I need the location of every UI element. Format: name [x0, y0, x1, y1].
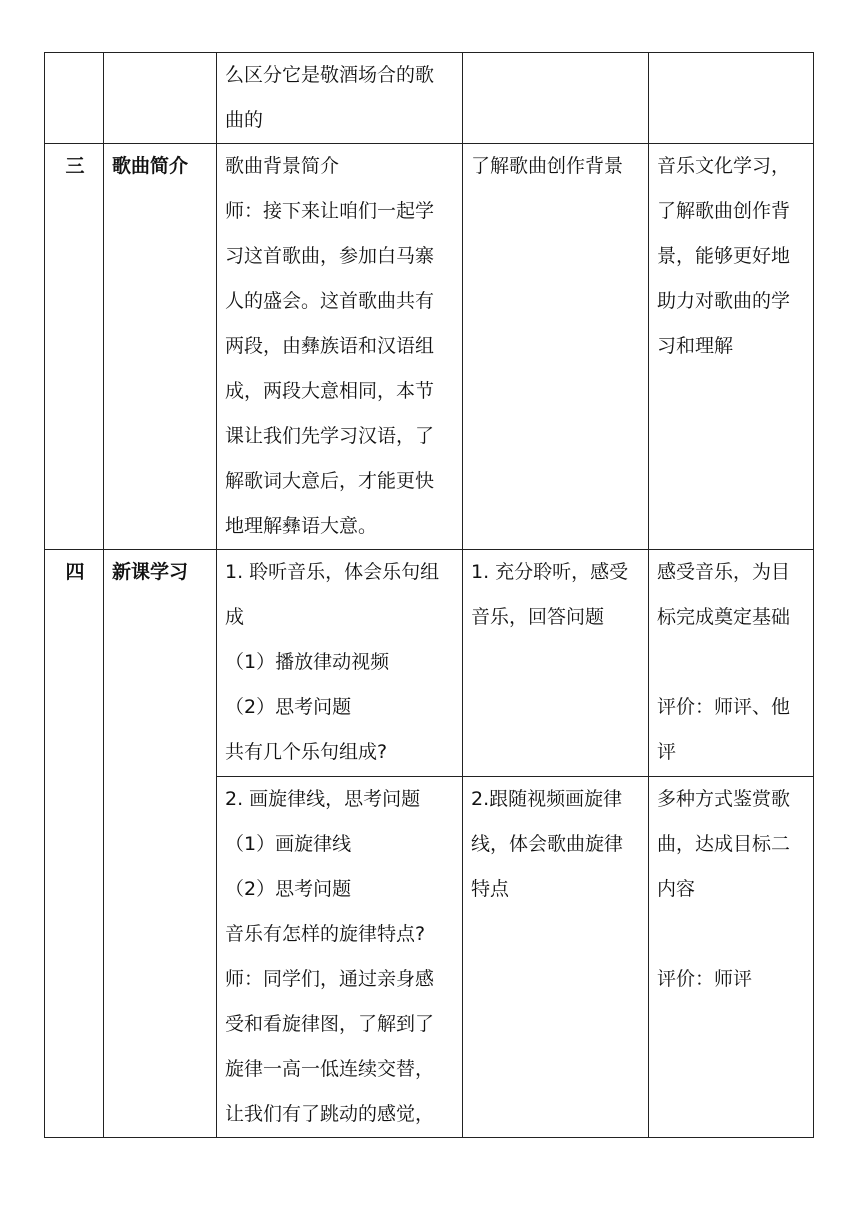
student-activity-cell [463, 144, 649, 550]
process-line: 么区分它是敬酒场合的歌 [225, 64, 435, 86]
intent-line: 内容 [657, 878, 696, 900]
process-line: 1. 聆听音乐，体会乐句组 [225, 561, 440, 583]
student-activity-line: 线，体会歌曲旋律 [471, 833, 624, 855]
process-line: 课让我们先学习汉语，了 [225, 425, 435, 447]
spacer [657, 912, 807, 957]
process-line: 成 [225, 606, 245, 628]
table-row-song-intro [45, 144, 814, 550]
stage-title: 歌曲简介 [104, 144, 217, 550]
process-line: 旋律一高一低连续交替， [225, 1058, 435, 1080]
process-line: 让我们有了跳动的感觉， [225, 1103, 435, 1125]
stage-cell [104, 53, 217, 144]
process-line: （2）思考问题 [225, 878, 352, 900]
student-activity-cell [463, 777, 649, 1138]
teaching-process-cell [217, 777, 463, 1138]
student-activity-line: 2.跟随视频画旋律 [471, 788, 623, 810]
student-activity-line: 特点 [471, 878, 510, 900]
process-line: （2）思考问题 [225, 696, 352, 718]
process-line: 受和看旋律图，了解到了 [225, 1013, 435, 1035]
evaluation-line: 评 [657, 741, 677, 763]
table-row-continuation [45, 53, 814, 144]
teaching-process-cell [217, 53, 463, 144]
stage-title: 新课学习 [104, 550, 217, 1138]
table-row-new-lesson-a [45, 550, 814, 777]
intent-line: 习和理解 [657, 335, 734, 357]
process-line: （1）播放律动视频 [225, 651, 390, 673]
student-activity-cell [463, 550, 649, 777]
intent-line: 感受音乐，为目 [657, 561, 791, 583]
process-line: 2. 画旋律线，思考问题 [225, 788, 421, 810]
process-line: 师：接下来让咱们一起学 [225, 200, 435, 222]
process-line: 人的盛会。这首歌曲共有 [225, 290, 435, 312]
process-line: 两段，由彝族语和汉语组 [225, 335, 435, 357]
process-line: 师：同学们，通过亲身感 [225, 968, 435, 990]
design-intent-cell [649, 144, 814, 550]
evaluation-line: 评价：师评 [657, 968, 753, 990]
process-line: 音乐有怎样的旋律特点? [225, 923, 426, 945]
process-line: 地理解彝语大意。 [225, 515, 378, 537]
process-line: 解歌词大意后，才能更快 [225, 470, 435, 492]
evaluation-line: 评价：师评、他 [657, 696, 791, 718]
process-line: 歌曲背景简介 [225, 155, 340, 177]
student-activity-cell [463, 53, 649, 144]
step-number: 三 [45, 144, 104, 550]
intent-line: 标完成奠定基础 [657, 606, 791, 628]
step-number: 四 [45, 550, 104, 1138]
teaching-process-cell [217, 550, 463, 777]
intent-line: 音乐文化学习， [657, 155, 791, 177]
process-line: （1）画旋律线 [225, 833, 352, 855]
step-number-cell [45, 53, 104, 144]
process-line: 习这首歌曲，参加白马寨 [225, 245, 435, 267]
design-intent-cell [649, 53, 814, 144]
design-intent-cell [649, 550, 814, 777]
intent-line: 助力对歌曲的学 [657, 290, 791, 312]
teaching-process-cell [217, 144, 463, 550]
student-activity-line: 了解歌曲创作背景 [471, 155, 624, 177]
student-activity-line: 音乐，回答问题 [471, 606, 605, 628]
intent-line: 景，能够更好地 [657, 245, 791, 267]
intent-line: 了解歌曲创作背 [657, 200, 791, 222]
intent-line: 多种方式鉴赏歌 [657, 788, 791, 810]
intent-line: 曲，达成目标二 [657, 833, 791, 855]
student-activity-line: 1. 充分聆听，感受 [471, 561, 629, 583]
process-line: 成，两段大意相同，本节 [225, 380, 435, 402]
spacer [657, 640, 807, 685]
lesson-plan-table [44, 52, 814, 1138]
design-intent-cell [649, 777, 814, 1138]
process-line: 曲的 [225, 109, 264, 131]
process-line: 共有几个乐句组成? [225, 741, 388, 763]
